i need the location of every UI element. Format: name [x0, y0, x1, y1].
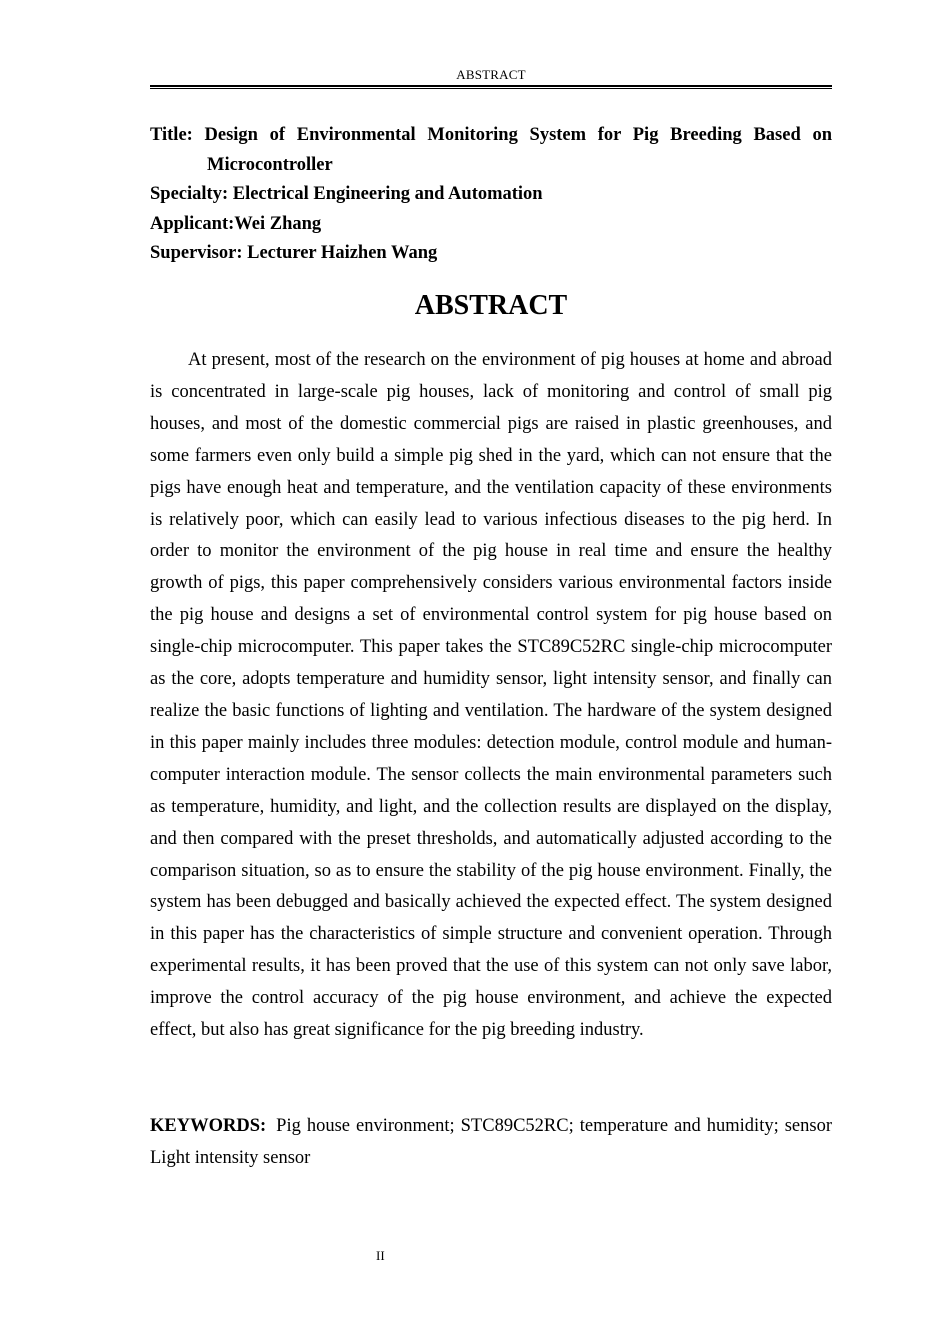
specialty-line: Specialty: Electrical Engineering and Automation — [150, 184, 543, 204]
thesis-title-line: Title: Design of Environmental Monitoring System for Pig Breeding Based on Microcontroller — [150, 125, 832, 175]
running-header: ABSTRACT — [456, 67, 526, 82]
supervisor-line: Supervisor: Lecturer Haizhen Wang — [150, 243, 438, 263]
header-rule — [150, 85, 832, 89]
abstract-heading: ABSTRACT — [414, 290, 568, 321]
keywords-paragraph — [150, 1111, 832, 1175]
abstract-body: At present, most of the research on the environment of pig houses at home and abroad is concentrated in large-scale pig houses, lack of monitoring and control of small pig houses, and most of the domestic commercial pigs are raised in plastic greenhouses, and some farmers even only build a simple pig shed in the yard, which can not ensure that the pigs have enough heat and temperature, and the ventilation capacity of these environments is relatively poor, which can easily lead to various infectious diseases to the pig herd. In order to monitor the environment of the pig house in real time and ensure the healthy growth of pigs, this paper comprehensively considers various environmental factors inside the pig house and designs a set of environmental control system for pig house based on single-chip microcomputer. This paper takes the STC89C52RC single-chip microcomputer as the core, adopts temperature and humidity sensor, light intensity sensor, and finally can realize the basic functions of lighting and ventilation. The hardware of the system designed in this paper mainly includes three modules: detection module, control module and human-computer interaction module. The sensor collects the main environmental parameters such as temperature, humidity, and light, and the collection results are displayed on the display, and then compared with the preset thresholds, and automatically adjusted according to the comparison situation, so as to ensure the stability of the pig house environment. Finally, the system has been debugged and basically achieved the expected effect. The system designed in this paper has the characteristics of simple structure and convenient operation. Through experimental results, it has been proved that the use of this system can not only save labor, improve the control accuracy of the pig house environment, and achieve the expected effect, but also has great significance for the pig breeding industry. — [150, 350, 832, 1041]
keywords-text: Pig house environment; STC89C52RC; temperature and humidity; sensor Light intensity sensor — [150, 1116, 832, 1168]
thesis-metadata — [150, 121, 832, 269]
keywords-label: KEYWORDS: — [150, 1116, 267, 1136]
page-number: II — [376, 1248, 385, 1263]
applicant-line: Applicant:Wei Zhang — [150, 213, 322, 234]
